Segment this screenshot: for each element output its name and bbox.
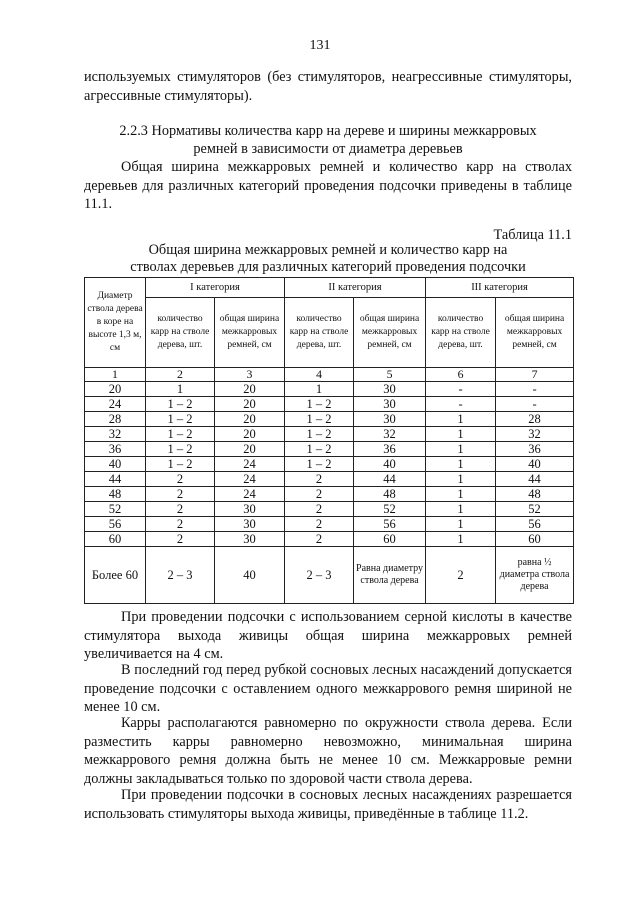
table-cell: 2 (146, 487, 215, 502)
table-cell: 56 (85, 517, 146, 532)
table-cell: 1 – 2 (146, 427, 215, 442)
section-heading-line-1: 2.2.3 Нормативы количества карр на дереве и ширины межкарровых (119, 123, 537, 139)
table-cell: 24 (215, 472, 285, 487)
table-cell: 52 (496, 502, 574, 517)
table-cell: 2 (285, 487, 354, 502)
table-cell: 28 (85, 412, 146, 427)
table-cell: Равна диаметру ствола дерева (354, 547, 426, 604)
table-cell: 30 (215, 517, 285, 532)
table-cell: 20 (215, 412, 285, 427)
table-cell: 2 (285, 472, 354, 487)
table-row (85, 382, 574, 397)
category-2-header: II категория (285, 278, 426, 298)
table-cell: 1 – 2 (285, 412, 354, 427)
table-cell: 60 (496, 532, 574, 547)
sub-header-2: общая ширина межкарровых ремней, см (215, 298, 285, 368)
table-cell: 32 (496, 427, 574, 442)
table-cell: 1 – 2 (285, 427, 354, 442)
table-cell: 60 (354, 532, 426, 547)
table-cell: 20 (85, 382, 146, 397)
table-row (85, 487, 574, 502)
table-cell: 1 (426, 457, 496, 472)
table-cell: 24 (215, 487, 285, 502)
sub-header-1: количество карр на стволе дерева, шт. (146, 298, 215, 368)
table-row (85, 397, 574, 412)
table-cell: 48 (354, 487, 426, 502)
table-cell: 44 (85, 472, 146, 487)
sub-header-5: количество карр на стволе дерева, шт. (426, 298, 496, 368)
table-cell: 48 (496, 487, 574, 502)
table-cell: 1 (426, 487, 496, 502)
table-cell: 20 (215, 382, 285, 397)
table-row (85, 457, 574, 472)
table-cell: 1 (426, 532, 496, 547)
table-cell: 1 – 2 (285, 397, 354, 412)
table-cell: 36 (496, 442, 574, 457)
table-cell: 24 (85, 397, 146, 412)
table-cell: 1 – 2 (285, 442, 354, 457)
table-cell: 30 (354, 397, 426, 412)
column-number: 7 (496, 368, 574, 382)
table-cell: 36 (85, 442, 146, 457)
table-title (84, 242, 572, 276)
table-cell: 1 (426, 472, 496, 487)
norms-table (84, 277, 574, 604)
category-1-header: I категория (146, 278, 285, 298)
category-3-header: III категория (426, 278, 574, 298)
table-cell: 1 (426, 442, 496, 457)
intro-paragraph: используемых стимуляторов (без стимуляторов, неагрессивные стимуляторы, агрессивные стимуляторы). (84, 69, 572, 104)
table-cell: 2 – 3 (285, 547, 354, 604)
paragraph-last-year: В последний год перед рубкой сосновых лесных насаждений допускается проведение подсочки с оставлением одного межкаррового ремня шириной не менее 10 см. (84, 662, 572, 715)
diameter-header: Диаметр ствола дерева в коре на высоте 1,3 м, см (85, 278, 146, 368)
table-cell: 1 (426, 412, 496, 427)
column-number: 3 (215, 368, 285, 382)
table-cell: 2 – 3 (146, 547, 215, 604)
table-cell: 1 – 2 (285, 457, 354, 472)
table-cell: - (426, 382, 496, 397)
table-cell: 60 (85, 532, 146, 547)
table-cell: равна ½ диаметра ствола дерева (496, 547, 574, 604)
table-cell: 2 (285, 532, 354, 547)
paragraph-sulfuric-acid: При проведении подсочки с использованием серной кислоты в качестве стимулятора выхода живицы общая ширина межкарровых ремней увеличивается на 4 см. (84, 609, 572, 662)
table-label: Таблица 11.1 (493, 227, 572, 243)
column-number-row (85, 368, 574, 382)
table-title-line-1: Общая ширина межкарровых ремней и количество карр на (148, 242, 508, 258)
table-cell: 2 (146, 532, 215, 547)
table-cell: 1 (146, 382, 215, 397)
sub-header-4: общая ширина межкарровых ремней, см (354, 298, 426, 368)
table-cell: - (496, 397, 574, 412)
section-paragraph: Общая ширина межкарровых ремней и количество карр на стволах деревьев для различных категорий проведения подсочки приведены в таблице 11.1. (84, 159, 572, 212)
table-cell: 2 (146, 502, 215, 517)
table-cell: 56 (496, 517, 574, 532)
table-row (85, 427, 574, 442)
table-cell: 1 (285, 382, 354, 397)
table-cell: - (426, 397, 496, 412)
table-cell: 36 (354, 442, 426, 457)
table-cell: 2 (285, 502, 354, 517)
table-cell: 2 (426, 547, 496, 604)
table-cell: 24 (215, 457, 285, 472)
table-cell: 1 (426, 517, 496, 532)
table-cell: - (496, 382, 574, 397)
table-row (85, 532, 574, 547)
table-row (85, 412, 574, 427)
paragraph-placement: Карры располагаются равномерно по окружности ствола дерева. Если разместить карры равномерно невозможно, минимальная ширина межкаррового ремня должна быть не менее 10 см. Межкарровые ремни должны закладываться только по здоровой части ствола дерева. (84, 715, 572, 787)
table-cell: 20 (215, 397, 285, 412)
table-row-over-60 (85, 547, 574, 604)
table-cell: 32 (85, 427, 146, 442)
column-number: 6 (426, 368, 496, 382)
table-cell: 2 (285, 517, 354, 532)
paragraph-stimulators: При проведении подсочки в сосновых лесных насаждениях разрешается использовать стимуляторы выхода живицы, приведённые в таблице 11.2. (84, 787, 572, 822)
table-title-line-2: стволах деревьев для различных категорий проведения подсочки (130, 259, 526, 275)
table-row (85, 517, 574, 532)
table-cell: 20 (215, 442, 285, 457)
table-cell: 1 (426, 502, 496, 517)
table-cell: 40 (354, 457, 426, 472)
table-cell: 20 (215, 427, 285, 442)
table-cell: 44 (354, 472, 426, 487)
table-cell: Более 60 (85, 547, 146, 604)
table-cell: 30 (354, 412, 426, 427)
table-cell: 1 – 2 (146, 457, 215, 472)
table-cell: 32 (354, 427, 426, 442)
table-cell: 56 (354, 517, 426, 532)
section-heading-line-2: ремней в зависимости от диаметра деревьев (193, 141, 463, 157)
sub-header-6: общая ширина межкарровых ремней, см (496, 298, 574, 368)
table-cell: 2 (146, 517, 215, 532)
table-cell: 1 – 2 (146, 442, 215, 457)
table-cell: 1 (426, 427, 496, 442)
table-cell: 40 (215, 547, 285, 604)
table-cell: 1 – 2 (146, 412, 215, 427)
table-cell: 28 (496, 412, 574, 427)
sub-header-3: количество карр на стволе дерева, шт. (285, 298, 354, 368)
table-cell: 52 (85, 502, 146, 517)
table-cell: 44 (496, 472, 574, 487)
column-number: 2 (146, 368, 215, 382)
column-number: 1 (85, 368, 146, 382)
table-row (85, 472, 574, 487)
table-row (85, 502, 574, 517)
table-cell: 40 (496, 457, 574, 472)
table-cell: 1 – 2 (146, 397, 215, 412)
page-number: 131 (309, 38, 331, 53)
table-row (85, 442, 574, 457)
table-cell: 40 (85, 457, 146, 472)
table-cell: 52 (354, 502, 426, 517)
table-cell: 30 (215, 502, 285, 517)
table-cell: 2 (146, 472, 215, 487)
column-number: 5 (354, 368, 426, 382)
column-number: 4 (285, 368, 354, 382)
table-cell: 48 (85, 487, 146, 502)
table-cell: 30 (215, 532, 285, 547)
table-cell: 30 (354, 382, 426, 397)
